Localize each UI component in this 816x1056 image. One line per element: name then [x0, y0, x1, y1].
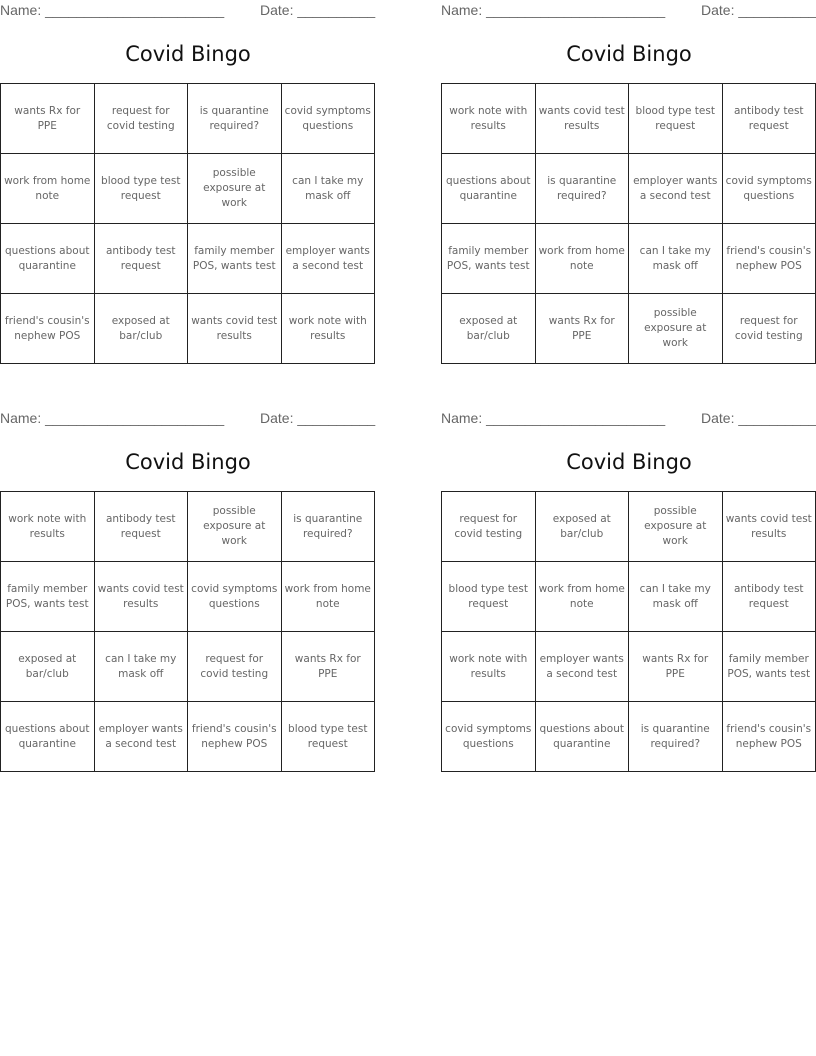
- bingo-grid: [441, 83, 816, 364]
- date-field: Date: __________: [701, 410, 816, 426]
- bingo-cell: work from home note: [535, 562, 629, 632]
- bingo-card: [0, 408, 376, 778]
- bingo-cell: wants Rx for PPE: [535, 294, 629, 364]
- bingo-cell: wants covid test results: [535, 84, 629, 154]
- grid-row: [1, 224, 375, 294]
- bingo-cell: blood type test request: [442, 562, 536, 632]
- grid-row: [1, 632, 375, 702]
- bingo-cell: is quarantine required?: [188, 84, 282, 154]
- bingo-grid: [0, 491, 375, 772]
- name-field: Name: _______________________: [441, 2, 666, 18]
- bingo-grid: [441, 491, 816, 772]
- bingo-cell: wants covid test results: [188, 294, 282, 364]
- card-title: Covid Bingo: [125, 42, 251, 66]
- bingo-cell: exposed at bar/club: [535, 492, 629, 562]
- name-field: Name: _______________________: [0, 410, 225, 426]
- bingo-grid: [0, 83, 375, 364]
- grid-row: [442, 294, 816, 364]
- bingo-cell: antibody test request: [94, 492, 188, 562]
- bingo-cell: work note with results: [442, 632, 536, 702]
- bingo-cell: employer wants a second test: [629, 154, 723, 224]
- bingo-cell: questions about quarantine: [1, 224, 95, 294]
- bingo-cell: work note with results: [442, 84, 536, 154]
- bingo-cell: employer wants a second test: [535, 632, 629, 702]
- bingo-cell: is quarantine required?: [281, 492, 375, 562]
- bingo-cell: work from home note: [281, 562, 375, 632]
- bingo-cell: possible exposure at work: [188, 492, 282, 562]
- bingo-cell: blood type test request: [281, 702, 375, 772]
- card-title: Covid Bingo: [566, 450, 692, 474]
- bingo-card: [441, 0, 816, 370]
- bingo-cell: wants Rx for PPE: [281, 632, 375, 702]
- bingo-cell: possible exposure at work: [629, 294, 723, 364]
- bingo-cell: blood type test request: [94, 154, 188, 224]
- name-field: Name: _______________________: [0, 2, 225, 18]
- bingo-cell: antibody test request: [722, 84, 816, 154]
- bingo-cell: covid symptoms questions: [281, 84, 375, 154]
- date-field: Date: __________: [260, 2, 376, 18]
- bingo-cell: family member POS, wants test: [442, 224, 536, 294]
- grid-row: [1, 562, 375, 632]
- bingo-cell: can I take my mask off: [629, 562, 723, 632]
- date-field: Date: __________: [701, 2, 816, 18]
- grid-row: [1, 154, 375, 224]
- bingo-cell: friend's cousin's nephew POS: [722, 702, 816, 772]
- name-field: Name: _______________________: [441, 410, 666, 426]
- bingo-cell: request for covid testing: [722, 294, 816, 364]
- bingo-cell: wants covid test results: [722, 492, 816, 562]
- bingo-cell: family member POS, wants test: [1, 562, 95, 632]
- bingo-cell: questions about quarantine: [535, 702, 629, 772]
- bingo-cell: covid symptoms questions: [188, 562, 282, 632]
- bingo-cell: covid symptoms questions: [722, 154, 816, 224]
- bingo-cell: possible exposure at work: [629, 492, 723, 562]
- bingo-cell: exposed at bar/club: [94, 294, 188, 364]
- bingo-cell: work note with results: [1, 492, 95, 562]
- bingo-cell: antibody test request: [94, 224, 188, 294]
- bingo-cell: family member POS, wants test: [722, 632, 816, 702]
- bingo-cell: blood type test request: [629, 84, 723, 154]
- bingo-card: [441, 408, 816, 778]
- bingo-cell: employer wants a second test: [281, 224, 375, 294]
- bingo-cell: wants covid test results: [94, 562, 188, 632]
- bingo-cell: questions about quarantine: [442, 154, 536, 224]
- bingo-cell: request for covid testing: [442, 492, 536, 562]
- bingo-cell: is quarantine required?: [535, 154, 629, 224]
- grid-row: [1, 492, 375, 562]
- grid-row: [442, 224, 816, 294]
- card-title: Covid Bingo: [125, 450, 251, 474]
- bingo-cell: family member POS, wants test: [188, 224, 282, 294]
- bingo-cell: employer wants a second test: [94, 702, 188, 772]
- bingo-cell: friend's cousin's nephew POS: [722, 224, 816, 294]
- bingo-cell: friend's cousin's nephew POS: [1, 294, 95, 364]
- bingo-cell: request for covid testing: [188, 632, 282, 702]
- bingo-cell: can I take my mask off: [629, 224, 723, 294]
- bingo-cell: work note with results: [281, 294, 375, 364]
- grid-row: [442, 84, 816, 154]
- bingo-cell: antibody test request: [722, 562, 816, 632]
- grid-row: [442, 154, 816, 224]
- bingo-cell: exposed at bar/club: [442, 294, 536, 364]
- card-title: Covid Bingo: [566, 42, 692, 66]
- grid-row: [1, 702, 375, 772]
- grid-row: [1, 294, 375, 364]
- bingo-card: [0, 0, 376, 370]
- bingo-cell: possible exposure at work: [188, 154, 282, 224]
- bingo-cell: questions about quarantine: [1, 702, 95, 772]
- grid-row: [442, 702, 816, 772]
- bingo-cell: can I take my mask off: [94, 632, 188, 702]
- grid-row: [442, 632, 816, 702]
- bingo-cell: work from home note: [535, 224, 629, 294]
- bingo-cell: can I take my mask off: [281, 154, 375, 224]
- bingo-cell: request for covid testing: [94, 84, 188, 154]
- date-field: Date: __________: [260, 410, 376, 426]
- bingo-cell: exposed at bar/club: [1, 632, 95, 702]
- grid-row: [442, 562, 816, 632]
- grid-row: [1, 84, 375, 154]
- bingo-cell: work from home note: [1, 154, 95, 224]
- bingo-cell: is quarantine required?: [629, 702, 723, 772]
- bingo-cell: wants Rx for PPE: [1, 84, 95, 154]
- bingo-cell: covid symptoms questions: [442, 702, 536, 772]
- bingo-cell: friend's cousin's nephew POS: [188, 702, 282, 772]
- grid-row: [442, 492, 816, 562]
- bingo-cell: wants Rx for PPE: [629, 632, 723, 702]
